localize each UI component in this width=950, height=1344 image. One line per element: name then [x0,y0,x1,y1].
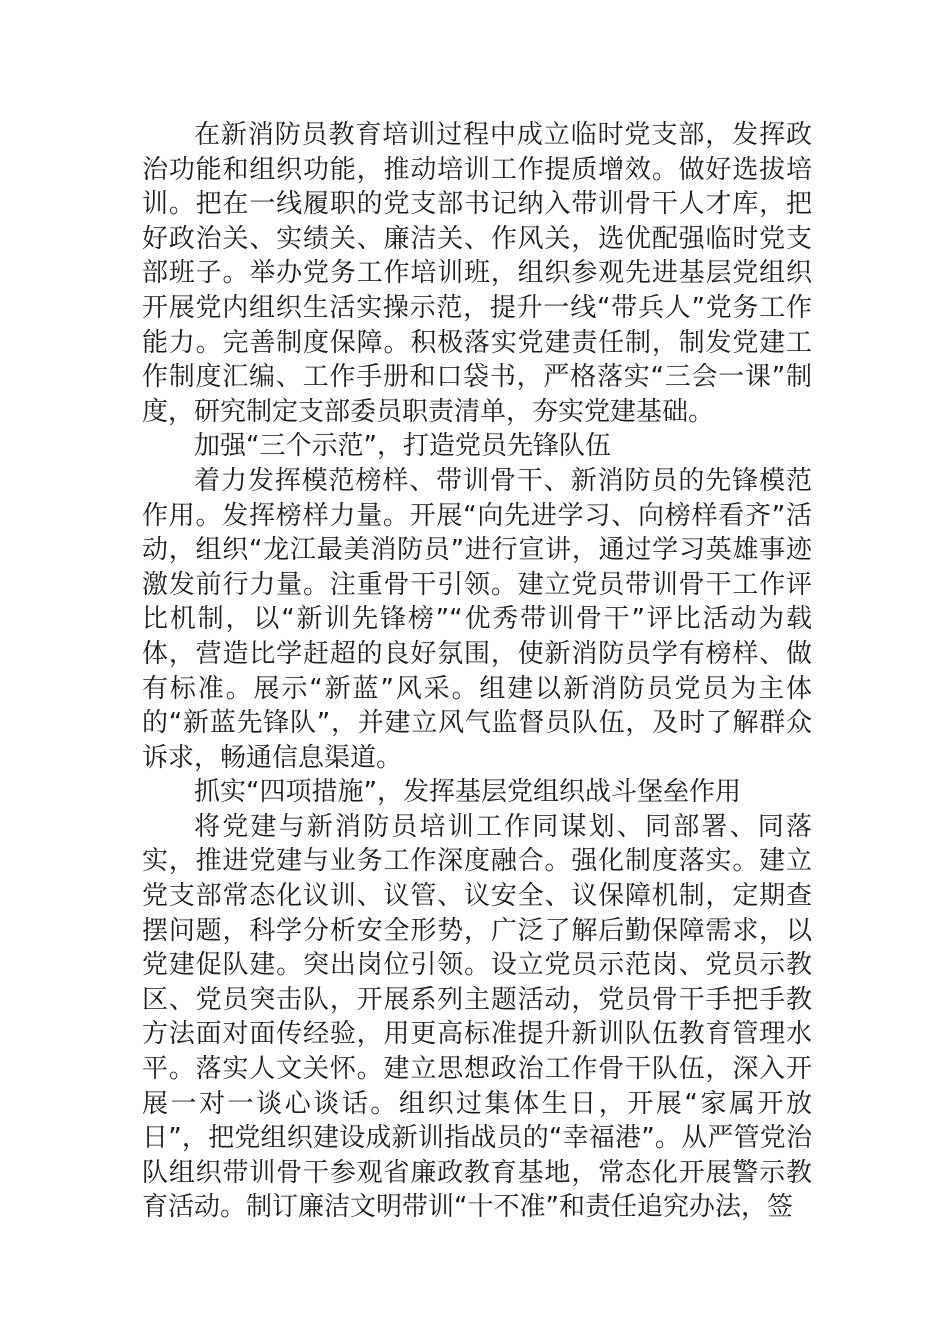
section-heading-four-measures: 抓实“四项措施”，发挥基层党组织战斗堡垒作用 [194,777,741,808]
paragraph-party-branch: 在新消防员教育培训过程中成立临时党支部，发挥政治功能和组织功能，推动培训工作提质增效。做好选拔培训。把在一线履职的党支部书记纳入带训骨干人才库，把好政治关、实绩关、廉洁关、作风关，选优配强临时党支部班子。举办党务工作培训班，组织参观先进基层党组织开展党内组织生活实操示范，提升一线“带兵人”党务工作能力。完善制度保障。积极落实党建责任制，制发党建工作制度汇编、工作手册和口袋书，严格落实“三会一课”制度，研究制定支部委员职责清单，夯实党建基础。 [142,120,812,427]
section-heading-three-demonstrations: 加强“三个示范”，打造党员先锋队伍 [194,431,611,462]
document-body [142,118,812,1225]
paragraph-vanguard: 着力发挥模范榜样、带训骨干、新消防员的先锋模范作用。发挥榜样力量。开展“向先进学习、向榜样看齐”活动，组织“龙江最美消防员”进行宣讲，通过学习英雄事迹激发前行力量。注重骨干引领。建立党员带训骨干工作评比机制，以“新训先锋榜”“优秀带训骨干”评比活动为载体，营造比学赶超的良好氛围，使新消防员学有榜样、做有标准。展示“新蓝”风采。组建以新消防员党员为主体的“新蓝先锋队”，并建立风气监督员队伍，及时了解群众诉求，畅通信息渠道。 [142,465,812,773]
paragraph-grassroots: 将党建与新消防员培训工作同谋划、同部署、同落实，推进党建与业务工作深度融合。强化制度落实。建立党支部常态化议训、议管、议安全、议保障机制，定期查摆问题，科学分析安全形势，广泛了解后勤保障需求，以党建促队建。突出岗位引领。设立党员示范岗、党员示教区、党员突击队，开展系列主题活动，党员骨干手把手教方法面对面传经验，用更高标准提升新训队伍教育管理水平。落实人文关怀。建立思想政治工作骨干队伍，深入开展一对一谈心谈话。组织过集体生日，开展“家属开放日”，把党组织建设成新训指战员的“幸福港”。从严管党治队组织带训骨干参观省廉政教育基地，常态化开展警示教育活动。制订廉洁文明带训“十不准”和责任追究办法，签 [142,811,812,1223]
